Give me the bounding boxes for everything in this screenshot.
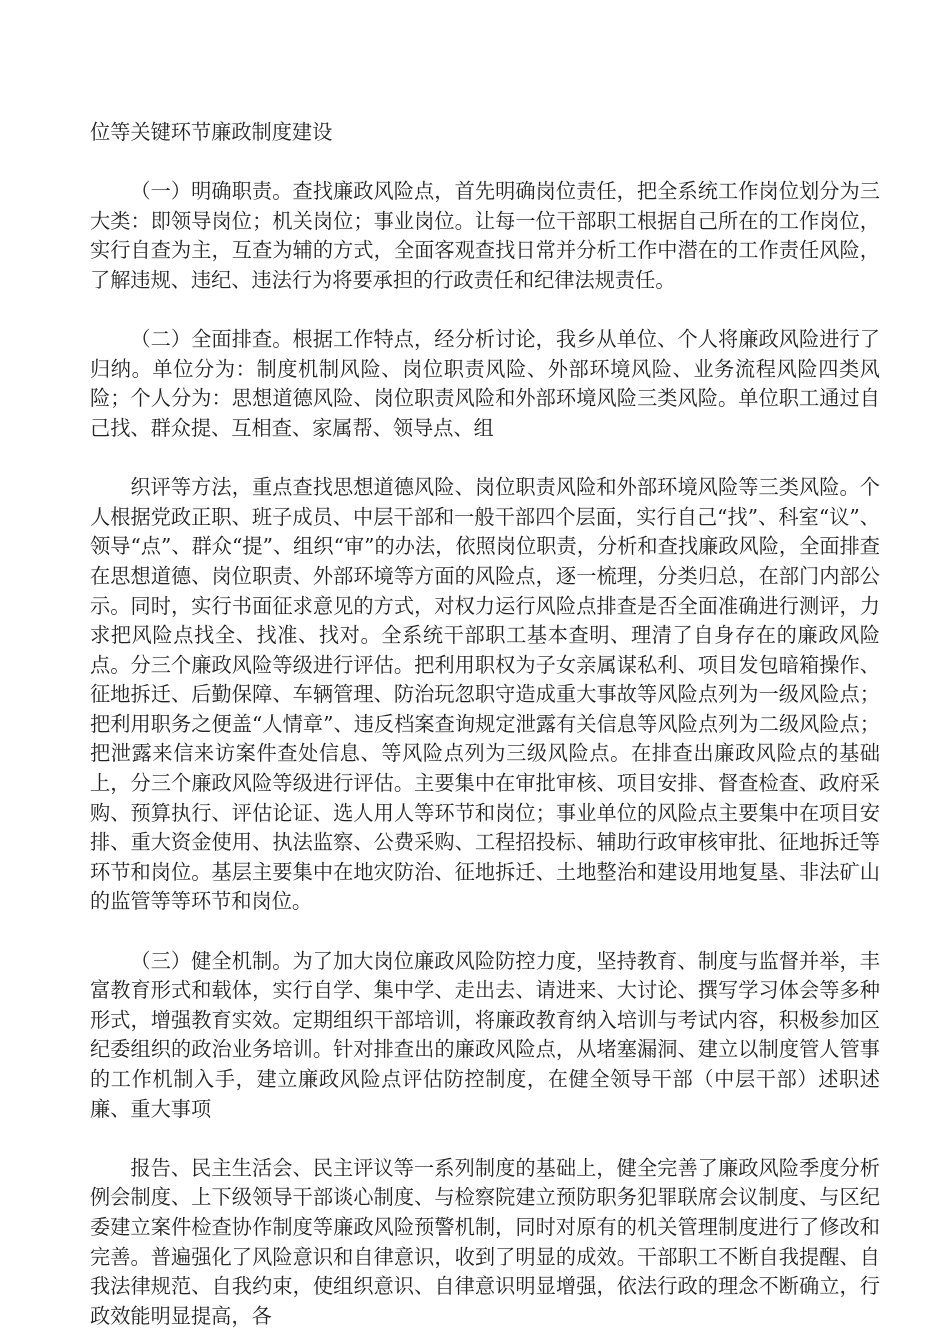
paragraph-section-two: （二）全面排查。根据工作特点，经分析讨论，我乡从单位、个人将廉政风险进行了归纳。单位分为：制度机制风险、岗位职责风险、外部环境风险、业务流程风险四类风险；个人分为：思想道德风险、岗位职责风险和外部环境风险三类风险。单位职工通过自己找、群众提、互相查、家属帮、领导点、组: [90, 327, 880, 440]
document-page: [90, 118, 880, 1331]
paragraph-section-one: （一）明确职责。查找廉政风险点，首先明确岗位责任，把全系统工作岗位划分为三大类：即领导岗位；机关岗位；事业岗位。让每一位干部职工根据自己所在的工作岗位，实行自查为主，互查为辅的方式，全面客观查找日常并分析工作中潜在的工作责任风险，了解违规、违纪、违法行为将要承担的行政责任和纪律法规责任。: [90, 179, 880, 292]
paragraph-gap: [90, 917, 880, 947]
paragraph-heading-continuation: 位等关键环节廉政制度建设: [90, 120, 333, 144]
paragraph-gap: [90, 444, 880, 474]
paragraph-section-three-continued: 报告、民主生活会、民主评议等一系列制度的基础上，健全完善了廉政风险季度分析例会制度、上下级领导干部谈心制度、与检察院建立预防职务犯罪联席会议制度、与区纪委建立案件检查协作制度等廉政风险预警机制，同时对原有的机关管理制度进行了修改和完善。普遍强化了风险意识和自律意识，收到了明显的成效。干部职工不断自我提醒、自我法律规范、自我约束，使组织意识、自律意识明显增强，依法行政的理念不断确立，行政效能明显提高，各: [90, 1155, 880, 1328]
paragraph-gap: [90, 1124, 880, 1154]
paragraph-gap: [90, 148, 880, 178]
paragraph-gap: [90, 296, 880, 326]
paragraph-section-two-continued: 织评等方法，重点查找思想道德风险、岗位职责风险和外部环境风险等三类风险。个人根据党政正职、班子成员、中层干部和一般干部四个层面，实行自己“找”、科室“议”、领导“点”、群众“提”、组织“审”的办法，依照岗位职责，分析和查找廉政风险，全面排查在思想道德、岗位职责、外部环境等方面的风险点，逐一梳理，分类归总，在部门内部公示。同时，实行书面征求意见的方式，对权力运行风险点排查是否全面准确进行测评，力求把风险点找全、找准、找对。全系统干部职工基本查明、理清了自身存在的廉政风险点。分三个廉政风险等级进行评估。把利用职权为子女亲属谋私利、项目发包暗箱操作、征地拆迁、后勤保障、车辆管理、防治玩忽职守造成重大事故等风险点列为一级风险点；把利用职务之便盖“人情章”、违反档案查询规定泄露有关信息等风险点列为二级风险点；把泄露来信来访案件查处信息、等风险点列为三级风险点。在排查出廉政风险点的基础上，分三个廉政风险等级进行评估。主要集中在审批审核、项目安排、督查检查、政府采购、预算执行、评估论证、选人用人等环节和岗位；事业单位的风险点主要集中在项目安排、重大资金使用、执法监察、公费采购、工程招投标、辅助行政审核审批、征地拆迁等环节和岗位。基层主要集中在地灾防治、征地拆迁、土地整治和建设用地复垦、非法矿山的监管等等环节和岗位。: [90, 475, 880, 914]
paragraph-section-three: （三）健全机制。为了加大岗位廉政风险防控力度，坚持教育、制度与监督并举，丰富教育形式和载体，实行自学、集中学、走出去、请进来、大讨论、撰写学习体会等多种形式，增强教育实效。定期组织干部培训，将廉政教育纳入培训与考试内容，积极参加区纪委组织的政治业务培训。针对排查出的廉政风险点，从堵塞漏洞、建立以制度管人管事的工作机制入手，建立廉政风险点评估防控制度，在健全领导干部（中层干部）述职述廉、重大事项: [90, 948, 880, 1121]
